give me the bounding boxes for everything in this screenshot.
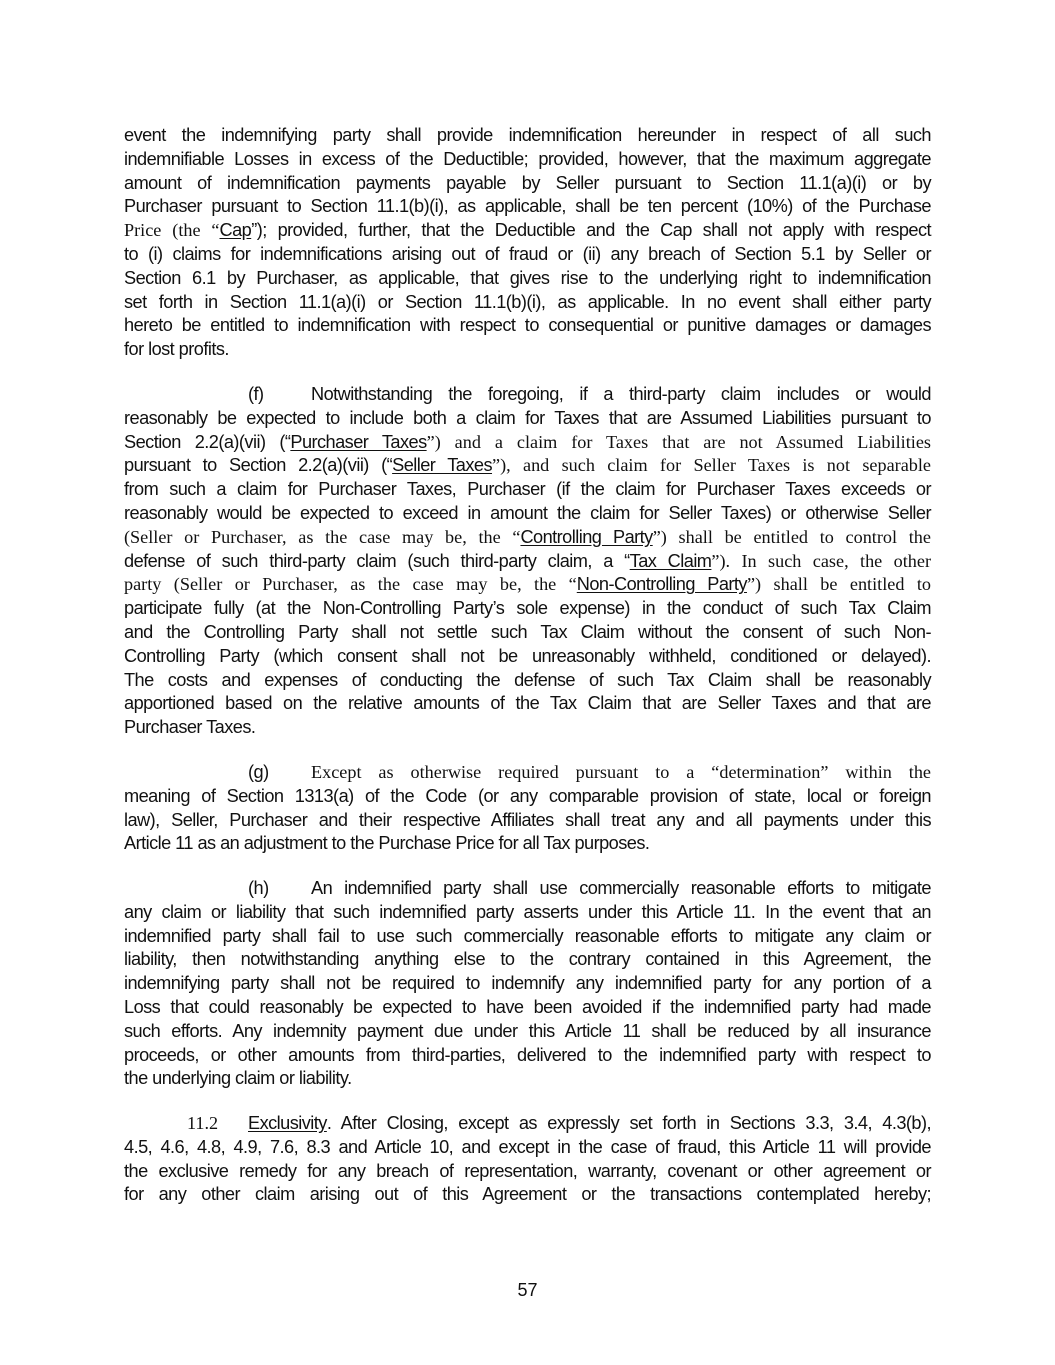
text-run: ”), and such claim for Seller Taxes is not separable (492, 455, 931, 476)
indent-spacer (124, 877, 248, 901)
text-run: Price (the “ (124, 220, 220, 241)
section-number: 11.2 (187, 1113, 219, 1133)
text-run: ”). In such case, the other (711, 550, 932, 571)
text-line (124, 383, 931, 407)
text-run: . After Closing, except as expressly set forth in Sections 3.3, 3.4, 4.3(b), (326, 1113, 931, 1133)
text-run: ”) shall be entitled to control the (652, 526, 931, 547)
text-line (124, 877, 931, 901)
indent-spacer (124, 761, 248, 785)
text-line: and the Controlling Party shall not settle such Tax Claim without the consent of such Non- (124, 621, 931, 642)
text-line: the exclusive remedy for any breach of representation, warranty, covenant or other agreement or (124, 1160, 931, 1181)
text-run: An indemnified party shall use commercially reasonable efforts to mitigate (311, 878, 931, 898)
text-line: to (i) claims for indemnifications arising out of fraud or (ii) any breach of Section 5.1 by Seller or (124, 243, 931, 264)
text-line (124, 219, 931, 243)
text-line: reasonably would be expected to exceed in amount the claim for Seller Taxes) or otherwise Seller (124, 502, 931, 523)
text-line: Controlling Party (which consent shall not be unreasonably withheld, conditioned or delayed). (124, 645, 931, 666)
text-line: Purchaser pursuant to Section 11.1(b)(i), as applicable, shall be ten percent (10%) of the Purchase (124, 196, 931, 217)
text-run: ”) shall be entitled to (746, 574, 932, 595)
text-line: any claim or liability that such indemnified party asserts under this Article 11. In the event that an (124, 901, 931, 922)
text-line: proceeds, or other amounts from third-parties, delivered to the indemnified party with respect to (124, 1044, 931, 1065)
defined-term-non-controlling-party: Non-Controlling Party (576, 574, 747, 595)
paragraph-h (124, 877, 931, 1091)
text-line: such efforts. Any indemnity payment due under this Article 11 shall be reduced by all insurance (124, 1020, 931, 1041)
text-run: ”); provided, further, that the Deductible and the Cap shall not apply with respect (251, 220, 932, 241)
paragraph-g (124, 761, 931, 856)
defined-term-cap: Cap (219, 220, 252, 241)
clause-label: (f) (248, 384, 264, 404)
text-line: for lost profits. (124, 339, 229, 360)
text-line: from such a claim for Purchaser Taxes, Purchaser (if the claim for Purchaser Taxes exceeds or (124, 479, 931, 500)
defined-term-controlling-party: Controlling Party (520, 526, 653, 547)
text-line: Loss that could reasonably be expected to have been avoided if the indemnified party had made (124, 996, 931, 1017)
text-run (248, 1112, 931, 1136)
text-line: 4.5, 4.6, 4.8, 4.9, 7.6, 8.3 and Article 10, and except in the case of fraud, this Article 11 will provide (124, 1136, 931, 1157)
text-run: party (Seller or Purchaser, as the case may be, the “ (124, 574, 577, 595)
text-line: amount of indemnification payments payable by Seller pursuant to Section 11.1(a)(i) or by (124, 172, 931, 193)
text-line: event the indemnifying party shall provide indemnification hereunder in respect of all such (124, 125, 931, 145)
text-line: the underlying claim or liability. (124, 1068, 352, 1089)
defined-term-purchaser-taxes: Purchaser Taxes (290, 431, 427, 452)
text-line: set forth in Section 11.1(a)(i) or Section 11.1(b)(i), as applicable. In no event shall either party (124, 291, 931, 312)
text-run: Section 2.2(a)(vii) (“ (124, 431, 291, 452)
clause-label: (g) (248, 762, 269, 782)
text-line: meaning of Section 1313(a) of the Code (or any comparable provision of state, local or foreign (124, 785, 931, 806)
text-line: Purchaser Taxes. (124, 717, 256, 738)
text-line: hereto be entitled to indemnification with respect to consequential or punitive damages or damages (124, 315, 931, 336)
text-line: indemnifying party shall not be required to indemnify any indemnified party for any portion of a (124, 973, 931, 994)
text-line: liability, then notwithstanding anything else to the contrary contained in this Agreement, the (124, 949, 931, 970)
text-line (124, 1112, 931, 1136)
paragraph-f (124, 383, 931, 740)
text-line: law), Seller, Purchaser and their respective Affiliates shall treat any and all payments under this (124, 809, 931, 830)
text-line: for any other claim arising out of this Agreement or the transactions contemplated hereby; (124, 1184, 931, 1205)
clause-label: (h) (248, 878, 269, 898)
section-11-2 (124, 1112, 931, 1207)
text-line: The costs and expenses of conducting the defense of such Tax Claim shall be reasonably (124, 669, 931, 690)
text-line (124, 431, 931, 455)
text-run: defense of such third-party claim (such third-party claim, a “ (124, 550, 630, 571)
text-run: Notwithstanding the foregoing, if a third-party claim includes or would (311, 384, 931, 404)
text-line: Article 11 as an adjustment to the Purchase Price for all Tax purposes. (124, 833, 650, 854)
section-heading: Exclusivity (248, 1113, 327, 1133)
paragraph-e-continuation (124, 124, 931, 362)
text-line: apportioned based on the relative amounts of the Tax Claim that are Seller Taxes and that are (124, 693, 931, 714)
text-line (124, 573, 931, 597)
defined-term-tax-claim: Tax Claim (629, 550, 712, 571)
text-line (124, 550, 931, 574)
page-number: 57 (517, 1280, 538, 1300)
indent-spacer (124, 383, 248, 407)
text-run: Except as otherwise required pursuant to a “determination” within the (311, 762, 931, 782)
text-run: (Seller or Purchaser, as the case may be, the “ (124, 526, 521, 547)
text-line: indemnified party shall fail to use such commercially reasonable efforts to mitigate any claim or (124, 925, 931, 946)
text-line (124, 454, 931, 478)
text-line: participate fully (at the Non-Controlling Party’s sole expense) in the conduct of such Tax Claim (124, 598, 931, 619)
text-run: pursuant to Section 2.2(a)(vii) (“ (124, 455, 393, 476)
text-line (124, 526, 931, 550)
text-line (124, 761, 931, 785)
defined-term-seller-taxes: Seller Taxes (392, 455, 493, 476)
text-line: Section 6.1 by Purchaser, as applicable, that gives rise to the underlying right to indemnification (124, 267, 931, 288)
text-line: reasonably be expected to include both a claim for Taxes that are Assumed Liabilities pursuant to (124, 407, 931, 428)
text-line: indemnifiable Losses in excess of the Deductible; provided, however, that the maximum aggregate (124, 148, 931, 169)
text-run: ”) and a claim for Taxes that are not Assumed Liabilities (426, 431, 931, 452)
